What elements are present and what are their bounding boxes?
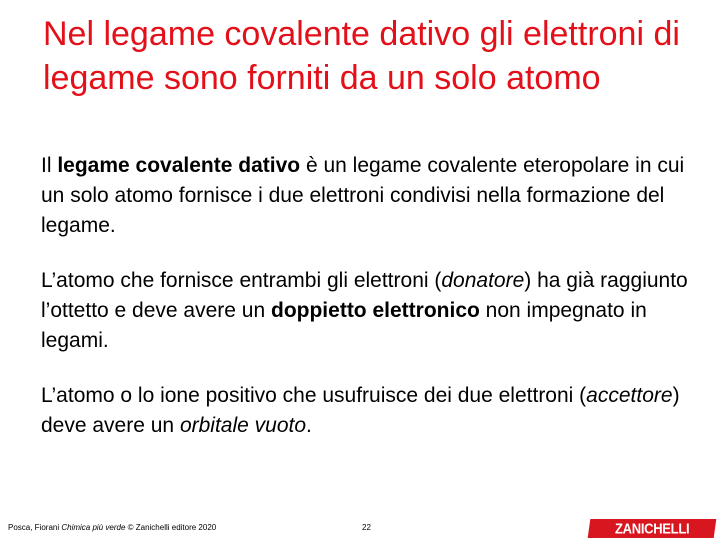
text-run: L’atomo che fornisce entrambi gli elettroni ( bbox=[41, 269, 442, 292]
slide-title: Nel legame covalente dativo gli elettroni di legame sono forniti da un solo atomo bbox=[43, 15, 680, 97]
text-run: ) ha già raggiunto l’ottetto e deve avere un bbox=[41, 269, 688, 322]
text-run: ) deve avere un bbox=[41, 384, 680, 437]
bold-term: legame covalente dativo bbox=[57, 154, 301, 177]
zanichelli-logo bbox=[588, 519, 717, 538]
page-number: 22 bbox=[362, 523, 371, 532]
text-run: è un legame covalente eteropolare in cui un solo atomo fornisce i due elettroni condivisi nella formazione del legame. bbox=[41, 154, 685, 237]
paragraph-acceptor bbox=[41, 381, 691, 441]
paragraph-donor bbox=[41, 266, 691, 356]
text-run: non impegnato in legami. bbox=[41, 299, 647, 352]
footer-credit bbox=[8, 522, 216, 533]
text-run: . bbox=[306, 414, 312, 437]
text-run: Il bbox=[41, 154, 58, 177]
footer-publisher: © Zanichelli editore 2020 bbox=[125, 523, 217, 532]
text-run: L’atomo o lo ione positivo che usufruisce dei due elettroni ( bbox=[41, 384, 587, 407]
bold-term: doppietto elettronico bbox=[271, 299, 480, 322]
logo-text: ZANICHELLI bbox=[614, 520, 690, 537]
italic-term: orbitale vuoto bbox=[179, 414, 307, 437]
italic-term: donatore bbox=[441, 269, 525, 292]
paragraph-definition bbox=[41, 151, 691, 241]
footer-authors: Posca, Fiorani bbox=[8, 523, 62, 532]
italic-term: accettore bbox=[586, 384, 673, 407]
footer-book-title: Chimica più verde bbox=[61, 523, 126, 532]
